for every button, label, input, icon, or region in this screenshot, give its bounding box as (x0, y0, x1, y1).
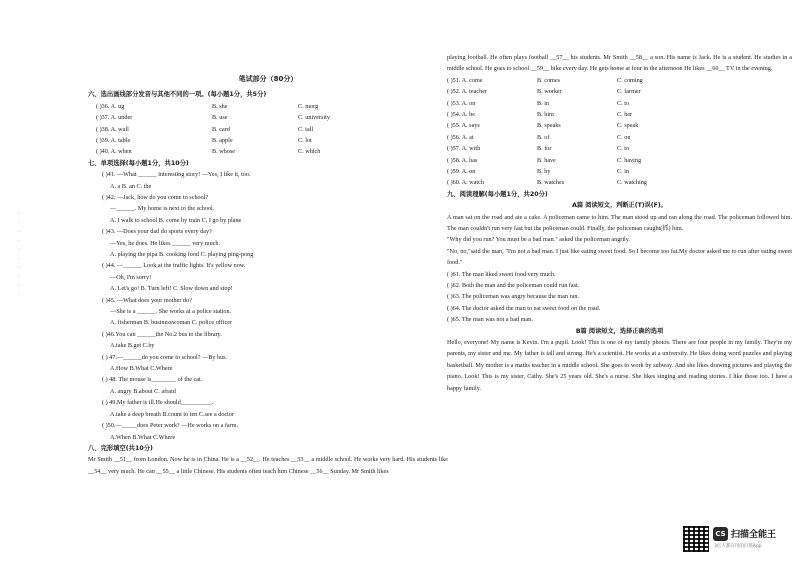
question-line: ( ) 49.My father is ill.He should__________. (102, 399, 214, 407)
reading-a-paragraph: "Why did you run? You must be a bad man." asked the policeman angrily. (447, 236, 631, 244)
option-line: A. Let's go! B. Turn left! C. Slow down and stop! (110, 285, 233, 293)
question-line: ( )42. —Jack, how do you come to school? (102, 193, 209, 201)
qr-code-icon (683, 526, 709, 552)
true-false-question: ( )61. The man liked sweet food very much. (447, 270, 556, 278)
scanner-tagline: 3亿人都在用的扫描App (714, 544, 762, 549)
answer-line: —______. My home is next to the school. (110, 205, 215, 213)
question-row: ( )53. A. on B. in C. to (447, 99, 630, 107)
question-row: ( )52. A. teacher B. worker C. farmer (447, 88, 641, 96)
scanner-brand-name: 扫描全能王 (731, 530, 777, 540)
question-row: ( )36. A. ug B. she C. morg (96, 102, 319, 110)
reading-a-paragraph: A man sat on the road and ate a cake. A policeman came to him. The man stood up and ran along the road. The policeman followed him. The man couldn't run very fast but the policeman could. Finally, the policeman caught(抓) him. (447, 213, 792, 232)
cloze-options (447, 75, 792, 189)
option-line: A. I walk to school B. come by train C. I go by plane (110, 216, 242, 224)
question-row: ( )39. A. table B. apple C. lot (96, 136, 312, 144)
option-line: A. fisherman B. businesswoman C. police officer (110, 319, 233, 327)
question-row: ( )54. A. he B. him C. her (447, 110, 633, 118)
reading-b-title: B篇 阅读短文，选择正确的选项 (575, 327, 664, 335)
question-row: ( )59. A. on B. by C. in (447, 167, 630, 175)
section-9-title: 九、阅读理解(每小题1分，共20分) (447, 190, 548, 198)
camscanner-logo-icon: CS (713, 527, 728, 541)
question-line: ( )50.—_____does Peter work? —He works on a farm. (102, 422, 239, 430)
question-line: ( )46.You can ______the No.2 bus to the library. (102, 330, 222, 338)
binding-margin-dots: · · · · · · · · · · (18, 211, 20, 298)
question-row: ( )55. A. says B. speaks C. speak (447, 122, 639, 130)
question-row: ( )51. A. come B. comes C. coming (447, 76, 643, 84)
question-line: ( )41. —What ______ interesting story! —Yes, I like it, too. (102, 171, 251, 179)
reading-b-paragraph: Hello, everyone! My name is Kevin. I'm a pupil. Look! This is one of my family photos. There are four people in my family. They're my parents, my sister and me. My father is tall and strong. He's a scientist. He works at a university. He likes doing word puzzles and playing basketball. My mother is a maths teacher in a middle school. She goes to work by subway. And she likes drawing pictures and playing the piano. Look! This is my sister, Cathy. She's 25 years old. She's a nurse. She likes singing and reading stories. I like those too. I have a happy family. (447, 339, 792, 392)
answer-line: —She is a ______. She works at a police station. (110, 308, 232, 316)
question-row: ( )58. A. has B. have C. having (447, 156, 642, 164)
cloze-passage-part-1: Mr Smith __51__ from London. Now he is in China. He is a __52__. He teaches __53__ a middle school. He works very hard. His students like __54__ very much. He can __55__ a little Chinese. His students often teach him Chinese __56__ Sunday. Mr Smith likes (88, 456, 448, 475)
section-6-rows (88, 101, 448, 158)
left-column (88, 52, 448, 477)
true-false-question: ( )63. The policeman was angry because the man ran. (447, 293, 580, 301)
answer-line: —Yes, he does. He likes ______ very much. (110, 239, 221, 247)
true-false-question: ( )64. The doctor asked the man to eat sweet food on the road. (447, 304, 601, 312)
option-line: A. a B. an C. the (110, 182, 152, 190)
question-row: ( )40. A. when B. whose C. which (96, 148, 321, 156)
question-row: ( )37. A. under B. use C. university (96, 114, 330, 122)
option-line: A.When B.What C.Where (110, 433, 176, 441)
true-false-question: ( )65. The man was not a bad man. (447, 316, 533, 324)
question-row: ( )56. A. at B. of C. on (447, 133, 631, 141)
question-line: ( )45. —What does your mother do? (102, 296, 192, 304)
right-column (447, 52, 792, 394)
cloze-passage-part-2: playing football. He often plays football __57__ his students. Mr Smith __58__ a son. His name is Jack. He is a student. He studies in a middle school. He goes to school __59__ bike every day. He gets home at four in the afternoon He likes __60__ TV in the evening. (447, 54, 792, 73)
written-section-title: 笔试部分（80分） (238, 75, 298, 83)
true-false-question: ( )62. Both the man and the policeman could run fast. (447, 281, 580, 289)
question-row: ( )57. A. with B. for C. to (447, 145, 630, 153)
question-line: ( ) 48. The mouse is________ of the cat. (102, 376, 203, 384)
question-line: ( )43. —Does your dad do sports every day? (102, 228, 212, 236)
section-6-title: 六、选出画线部分发音与其他不同的一项。(每小题1分，共5分) (88, 91, 267, 99)
option-line: A.take B.get C.by (110, 342, 155, 350)
reading-a-title: A篇 阅读短文，判断正(T)误(F)。 (572, 202, 667, 210)
reading-a-paragraph: "No, no,"said the man, "I'm not a bad man. I just like eating sweet food. So I become too fat.My doctor asked me to run after eating sweet food." (447, 247, 792, 267)
option-line: A.take a deep breath B.count to ten C.see a doctor (110, 410, 235, 418)
question-line: ( )44. —______ Look at the traffic lights. It's yellow now. (102, 262, 246, 270)
option-line: A.How B.What C.Where (110, 365, 173, 373)
answer-line: —Oh, I'm sorry! (110, 273, 152, 281)
section-7-lines (88, 169, 448, 443)
option-line: A. angry B.about C. afraid (110, 387, 176, 395)
question-line: ( ) 47.—______do you come to school? —By bus. (102, 353, 228, 361)
section-8-title: 八、完形填空(共10分) (88, 444, 153, 452)
question-row: ( )60. A. watch B. watches C. watching (447, 179, 647, 187)
question-row: ( )38. A. wall B. card C. tall (96, 125, 314, 133)
section-7-title: 七、单项选择(每小题1分，共10分) (88, 159, 189, 167)
option-line: A. playing the pipa B. cooking food C. playing ping-pong (110, 251, 254, 259)
